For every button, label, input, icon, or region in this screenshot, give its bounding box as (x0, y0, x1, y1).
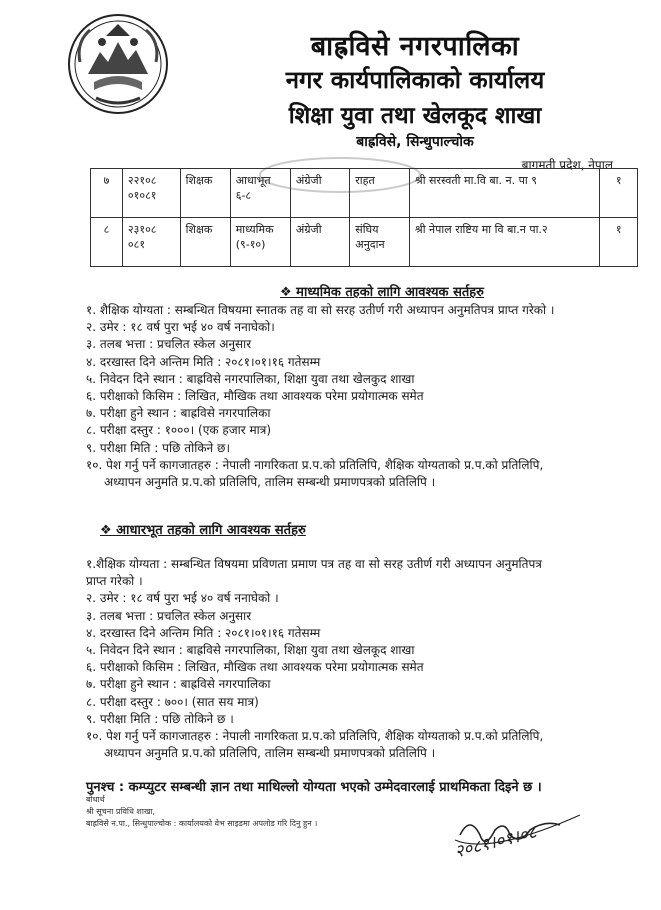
list-item: ९. परीक्षा मिति : पछि तोकिने छ। (86, 440, 230, 455)
list-item: ५. निवेदन दिने स्थान : बाह्रविसे नगरपालिका, शिक्षा युवा तथा खेलकूद शाखा (86, 643, 415, 658)
list-item: ६. परीक्षाको किसिम : लिखित, मौखिक तथा आवश्यक परेमा प्रयोगात्मक समेत (86, 389, 424, 404)
school-cell: श्री सरस्वती मा.वि बा. न. पा ९ (409, 169, 600, 218)
office-address: बाह्रविसे, सिन्धुपाल्चोक (356, 134, 474, 150)
code-cell (122, 169, 180, 218)
bodhartha-line: बाह्रविसे न.पा., सिन्धुपाल्चोक : कार्यालयको वेभ साइडमा अपलोड गरि दिनु हुन । (86, 819, 318, 828)
bodhartha-label: बोधार्थ (86, 795, 105, 804)
secondary-section-title: ❖ माध्यमिक तहको लागि आवश्यक सर्तहरु (280, 285, 484, 300)
type-cell (350, 218, 410, 267)
list-item: ७. परीक्षा हुने स्थान : बाह्रविसे नगरपालिका (86, 406, 271, 421)
list-item: १०. पेश गर्नु पर्ने कागजातहरु : नेपाली नागरिकता प्र.प.को प्रतिलिपि, शैक्षिक योग्यताको प्र.प.को प्रतिलिपि, (86, 457, 544, 472)
list-item: ६. परीक्षाको किसिम : लिखित, मौखिक तथा आवश्यक परेमा प्रयोगात्मक समेत (86, 660, 424, 675)
list-item: ९. परीक्षा मिति : पछि तोकिने छ । (86, 711, 234, 726)
level-line: (९-१०) (235, 238, 266, 251)
type-line: संघिय (355, 223, 379, 236)
secondary-conditions-list (86, 302, 646, 491)
type-line: अनुदान (355, 238, 385, 251)
posts-table (90, 168, 638, 267)
type-line: राहत (355, 174, 375, 187)
list-item: अध्यापन अनुमति प्र.प.को प्रतिलिपि, तालिम सम्बन्धी प्रमाणपत्रको प्रतिलिपि । (104, 475, 436, 490)
level-line: ६-८ (235, 189, 252, 202)
list-item: प्राप्त गरेको । (86, 574, 143, 589)
sn-cell: ७ (91, 169, 123, 218)
code-line: ०१०८१ (127, 189, 157, 202)
type-cell (350, 169, 410, 218)
bodhartha-line: श्री सूचना प्रविधि शाखा, (86, 807, 156, 816)
basic-conditions-list (86, 556, 646, 762)
level-line: माध्यमिक (235, 223, 274, 236)
list-item: २. उमेर : १८ वर्ष पुरा भई ४० वर्ष ननाघेको । (86, 591, 279, 606)
branch-name: शिक्षा युवा तथा खेलकूद शाखा (288, 103, 542, 129)
post-cell: शिक्षक (180, 218, 230, 267)
level-line: आधाभूत (235, 174, 271, 187)
list-item: अध्यापन अनुमति प्र.प.को प्रतिलिपि, तालिम सम्बन्धी प्रमाणपत्रको प्रतिलिपि । (104, 746, 436, 761)
office-name: नगर कार्यपालिकाको कार्यालय (285, 66, 545, 94)
table-row (91, 218, 638, 267)
list-item: ८. परीक्षा दस्तुर : ७००। (सात सय मात्र) (86, 694, 259, 709)
code-line: २२१०८ (127, 174, 157, 187)
province-name: बागमती प्रदेश, नेपाल (521, 158, 613, 172)
nepal-emblem-icon (66, 12, 170, 116)
level-cell (230, 169, 290, 218)
count-cell: १ (600, 218, 638, 267)
list-item: १.शैक्षिक योग्यता : सम्बन्धित विषयमा प्रविणता प्रमाण पत्र तह वा सो सरह उतीर्ण गरी अध्यापन अनुमतिपत्र (86, 557, 542, 571)
level-cell (230, 218, 290, 267)
list-item: ३. तलब भत्ता : प्रचलित स्केल अनुसार (86, 608, 252, 623)
post-cell: शिक्षक (180, 169, 230, 218)
list-item: १०. पेश गर्नु पर्ने कागजातहरु : नेपाली नागरिकता प्र.प.को प्रतिलिपि, शैक्षिक योग्यताको प्र.प.को प्रतिलिपि, (86, 729, 544, 744)
sn-cell: ८ (91, 218, 123, 267)
basic-section-title: ❖ आधारभूत तहको लागि आवश्यक सर्तहरु (100, 523, 306, 538)
subject-cell: अंग्रेजी (290, 169, 349, 218)
signature-date: २०८१।०१।०८ (452, 822, 539, 863)
list-item: ७. परीक्षा हुने स्थान : बाह्रविसे नगरपालिका (86, 677, 271, 692)
postscript-note: पुनश्च : कम्प्युटर सम्बन्धी ज्ञान तथा माथिल्लो योग्यता भएको उम्मेदवारलाई प्राथमिकता दिइने छ । (86, 780, 542, 795)
subject-cell: अंग्रेजी (290, 218, 349, 267)
code-cell (122, 218, 180, 267)
municipality-name: बाह्रविसे नगरपालिका (310, 31, 520, 62)
list-item: २. उमेर : १८ वर्ष पुरा भई ४० वर्ष ननाघेको। (86, 320, 275, 335)
list-item: ८. परीक्षा दस्तुर : १०००। (एक हजार मात्र) (86, 423, 272, 438)
list-item: ४. दरखास्त दिने अन्तिम मिति : २०८१।०१।१६ गतेसम्म (86, 625, 321, 640)
count-cell: १ (600, 169, 638, 218)
list-item: १. शैक्षिक योग्यता : सम्बन्धित विषयमा स्नातक तह वा सो सरह उतीर्ण गरी अध्यापन अनुमतिपत्र प्राप्त गरेको । (86, 303, 555, 317)
school-cell: श्री नेपाल राष्टिय मा वि बा.न पा.२ (409, 218, 600, 267)
code-line: २३१०८ (127, 223, 157, 236)
list-item: ५. निवेदन दिने स्थान : बाह्रविसे नगरपालिका, शिक्षा युवा तथा खेलकुद शाखा (86, 371, 415, 386)
list-item: ३. तलब भत्ता : प्रचलित स्केल अनुसार (86, 337, 252, 352)
code-line: ०८१ (127, 238, 146, 251)
table-row (91, 169, 638, 218)
list-item: ४. दरखास्त दिने अन्तिम मिति : २०८१।०१।१६ गतेसम्म (86, 354, 321, 369)
